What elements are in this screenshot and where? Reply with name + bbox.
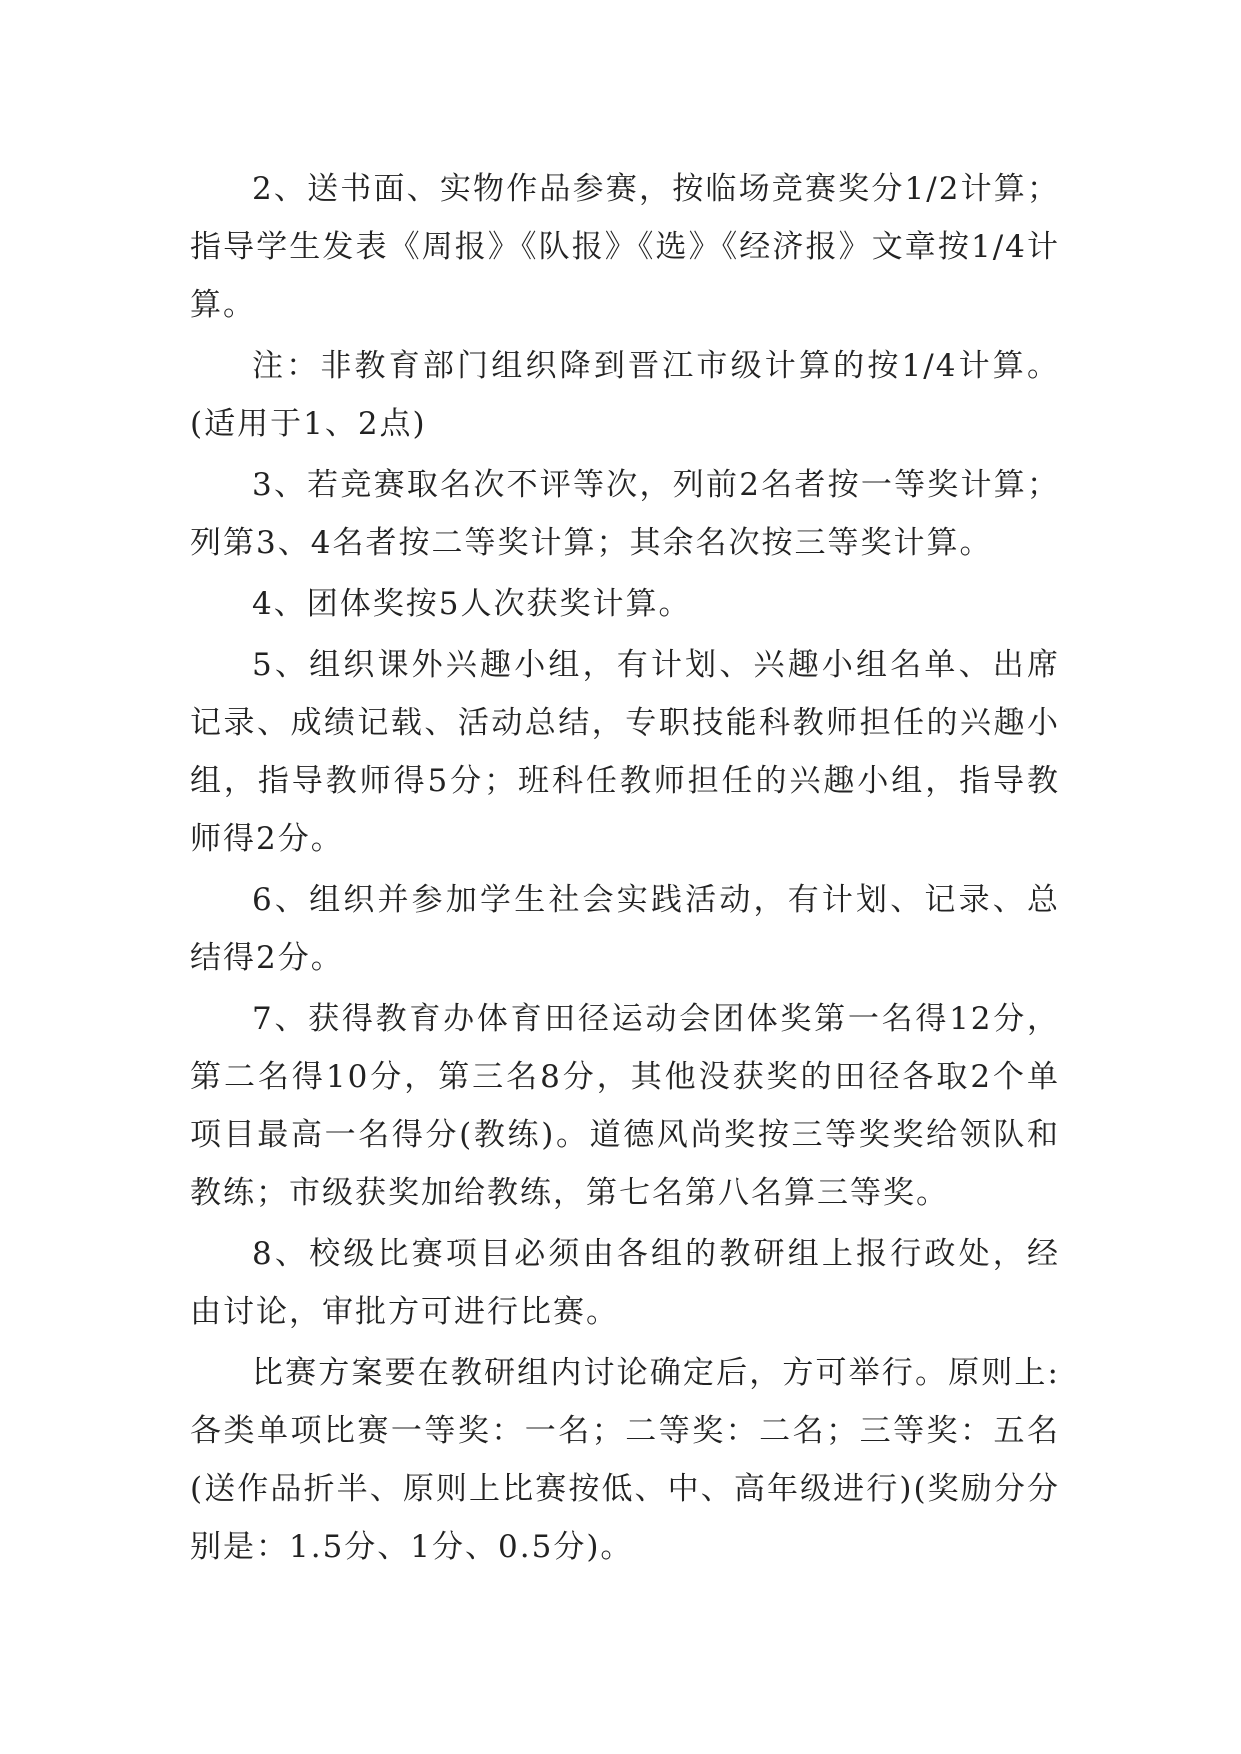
paragraph-note: 注：非教育部门组织降到晋江市级计算的按1/4计算。(适用于1、2点)	[190, 348, 1060, 442]
paragraph-item-2: 2、送书面、实物作品参赛，按临场竞赛奖分1/2计算；指导学生发表《周报》《队报》《选》《经济报》文章按1/4计算。	[190, 171, 1060, 323]
document-body	[190, 160, 1060, 1579]
paragraph-item-8: 8、校级比赛项目必须由各组的教研组上报行政处，经由讨论，审批方可进行比赛。	[190, 1236, 1060, 1330]
paragraph-item-5: 5、组织课外兴趣小组，有计划、兴趣小组名单、出席记录、成绩记载、活动总结，专职技能科教师担任的兴趣小组，指导教师得5分；班科任教师担任的兴趣小组，指导教师得2分。	[190, 647, 1060, 857]
paragraph-item-7: 7、获得教育办体育田径运动会团体奖第一名得12分，第二名得10分，第三名8分，其他没获奖的田径各取2个单项目最高一名得分(教练)。道德风尚奖按三等奖奖给领队和教练；市级获奖加给教练，第七名第八名算三等奖。	[190, 1001, 1060, 1211]
paragraph-item-4: 4、团体奖按5人次获奖计算。	[252, 586, 692, 622]
paragraph-item-3: 3、若竞赛取名次不评等次，列前2名者按一等奖计算；列第3、4名者按二等奖计算；其余名次按三等奖计算。	[190, 467, 1060, 561]
paragraph-competition-plan: 比赛方案要在教研组内讨论确定后，方可举行。原则上:各类单项比赛一等奖：一名；二等奖：二名；三等奖：五名(送作品折半、原则上比赛按低、中、高年级进行)(奖励分分别是：1.5分、1分、0.5分)。	[190, 1355, 1060, 1565]
paragraph-item-6: 6、组织并参加学生社会实践活动，有计划、记录、总结得2分。	[190, 882, 1060, 976]
